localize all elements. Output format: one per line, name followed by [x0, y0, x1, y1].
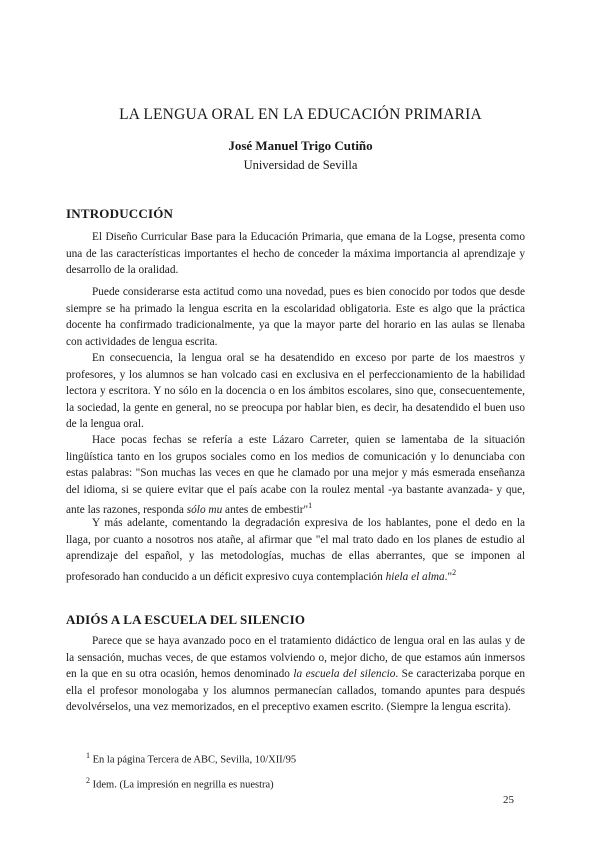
- footnote: [86, 776, 274, 791]
- section-heading-adios: ADIÓS A LA ESCUELA DEL SILENCIO: [66, 612, 306, 627]
- paragraph: El Diseño Curricular Base para la Educación Primaria, que emana de la Logse, presenta como una de las características importantes el hecho de conceder la máxima importancia al aprendizaje y desarrollo de la oralidad.: [66, 231, 525, 277]
- footnote-mark: 1: [86, 751, 90, 760]
- paragraph-text: .": [444, 570, 453, 583]
- italic-text: la escuela del silencio: [293, 668, 396, 681]
- paragraph-text: Hace pocas fechas se refería a este Lázaro Carreter, quien se lamentaba de la situación lingüística tanto en los grupos sociales como en los medios de comunicación y lo denunciaba con estas palabras: "Son muchas las veces en que he clamado por una mejor y más esmerada enseñanza del idioma, si se quiere evitar que el país acabe con la roulez mental -ya bastante avanzada- y que, ante las razones, responda: [66, 434, 525, 517]
- section-heading-introduccion: INTRODUCCIÓN: [66, 206, 174, 221]
- paragraph-text: Parece que se haya avanzado poco en el tratamiento didáctico de lengua oral en las aulas y de la sensación, muchas veces, de que estamos volviendo o, mejor dicho, de que estamos aún inmersos en la que en su otra ocasión, hemos denominado: [66, 635, 525, 681]
- author-name: José Manuel Trigo Cutiño: [228, 138, 373, 153]
- paragraph-text: Y más adelante, comentando la degradación expresiva de los hablantes, pone el dedo en la llaga, por cuanto a nosotros nos atañe, al afirmar que "el mal trato dado en los planes de estudio al aprendizaje del español, y las metodologías, muchas de ellas aberrantes, que se imponen al profesorado han conducido a un déficit expresivo cuya contemplación: [66, 517, 525, 583]
- page-number: 25: [503, 794, 514, 806]
- footnote-mark: 2: [86, 776, 90, 785]
- paragraph-quote-lazaro: [66, 432, 525, 519]
- footnote-ref[interactable]: 1: [308, 501, 313, 511]
- paragraph: Puede considerarse esta actitud como una novedad, pues es bien conocido por todos que desde siempre se ha primado la lengua escrita en la escolaridad obligatoria. Este es algo que la práctica docente ha confirmado tradicionalmente, ya que la mayor parte del horario en las aulas se llenaba con actividades de lengua escrita.: [66, 286, 525, 348]
- paragraph: En consecuencia, la lengua oral se ha desatendido en exceso por parte de los maestros y profesores, y los alumnos se han volcado casi en exclusiva en el perfeccionamiento de la habilidad lectora y escritora. Y no sólo en la docencia o en los ámbitos escolares, sino que, consecuentemente, la sociedad, la gente en general, no se preocupa por hablar bien, es decir, ha desatendido el buen uso de la lengua oral.: [66, 352, 525, 431]
- paragraph-text: antes de embestir": [222, 504, 309, 517]
- paragraph-text: . Se caracterizaba porque en ella el profesor monologaba y los alumnos permanecían callados, tomando apuntes para después devolvérselos, una vez memorizados, en el preceptivo examen escrito. (Siempre la lengua escrita).: [66, 668, 525, 714]
- paragraph-quote-degradacion: [66, 515, 525, 585]
- paper-title: LA LENGUA ORAL EN LA EDUCACIÓN PRIMARIA: [119, 106, 482, 123]
- paragraph: [66, 633, 525, 716]
- footnote-text: En la página Tercera de ABC, Sevilla, 10/XII/95: [92, 754, 297, 766]
- italic-text: sólo mu: [186, 504, 223, 517]
- italic-text: hiela el alma: [385, 570, 445, 583]
- footnote-ref[interactable]: 2: [452, 567, 457, 577]
- footnote-text: Idem. (La impresión en negrilla es nuestra): [92, 779, 274, 791]
- author-affiliation: Universidad de Sevilla: [243, 158, 358, 172]
- footnote: [86, 751, 296, 766]
